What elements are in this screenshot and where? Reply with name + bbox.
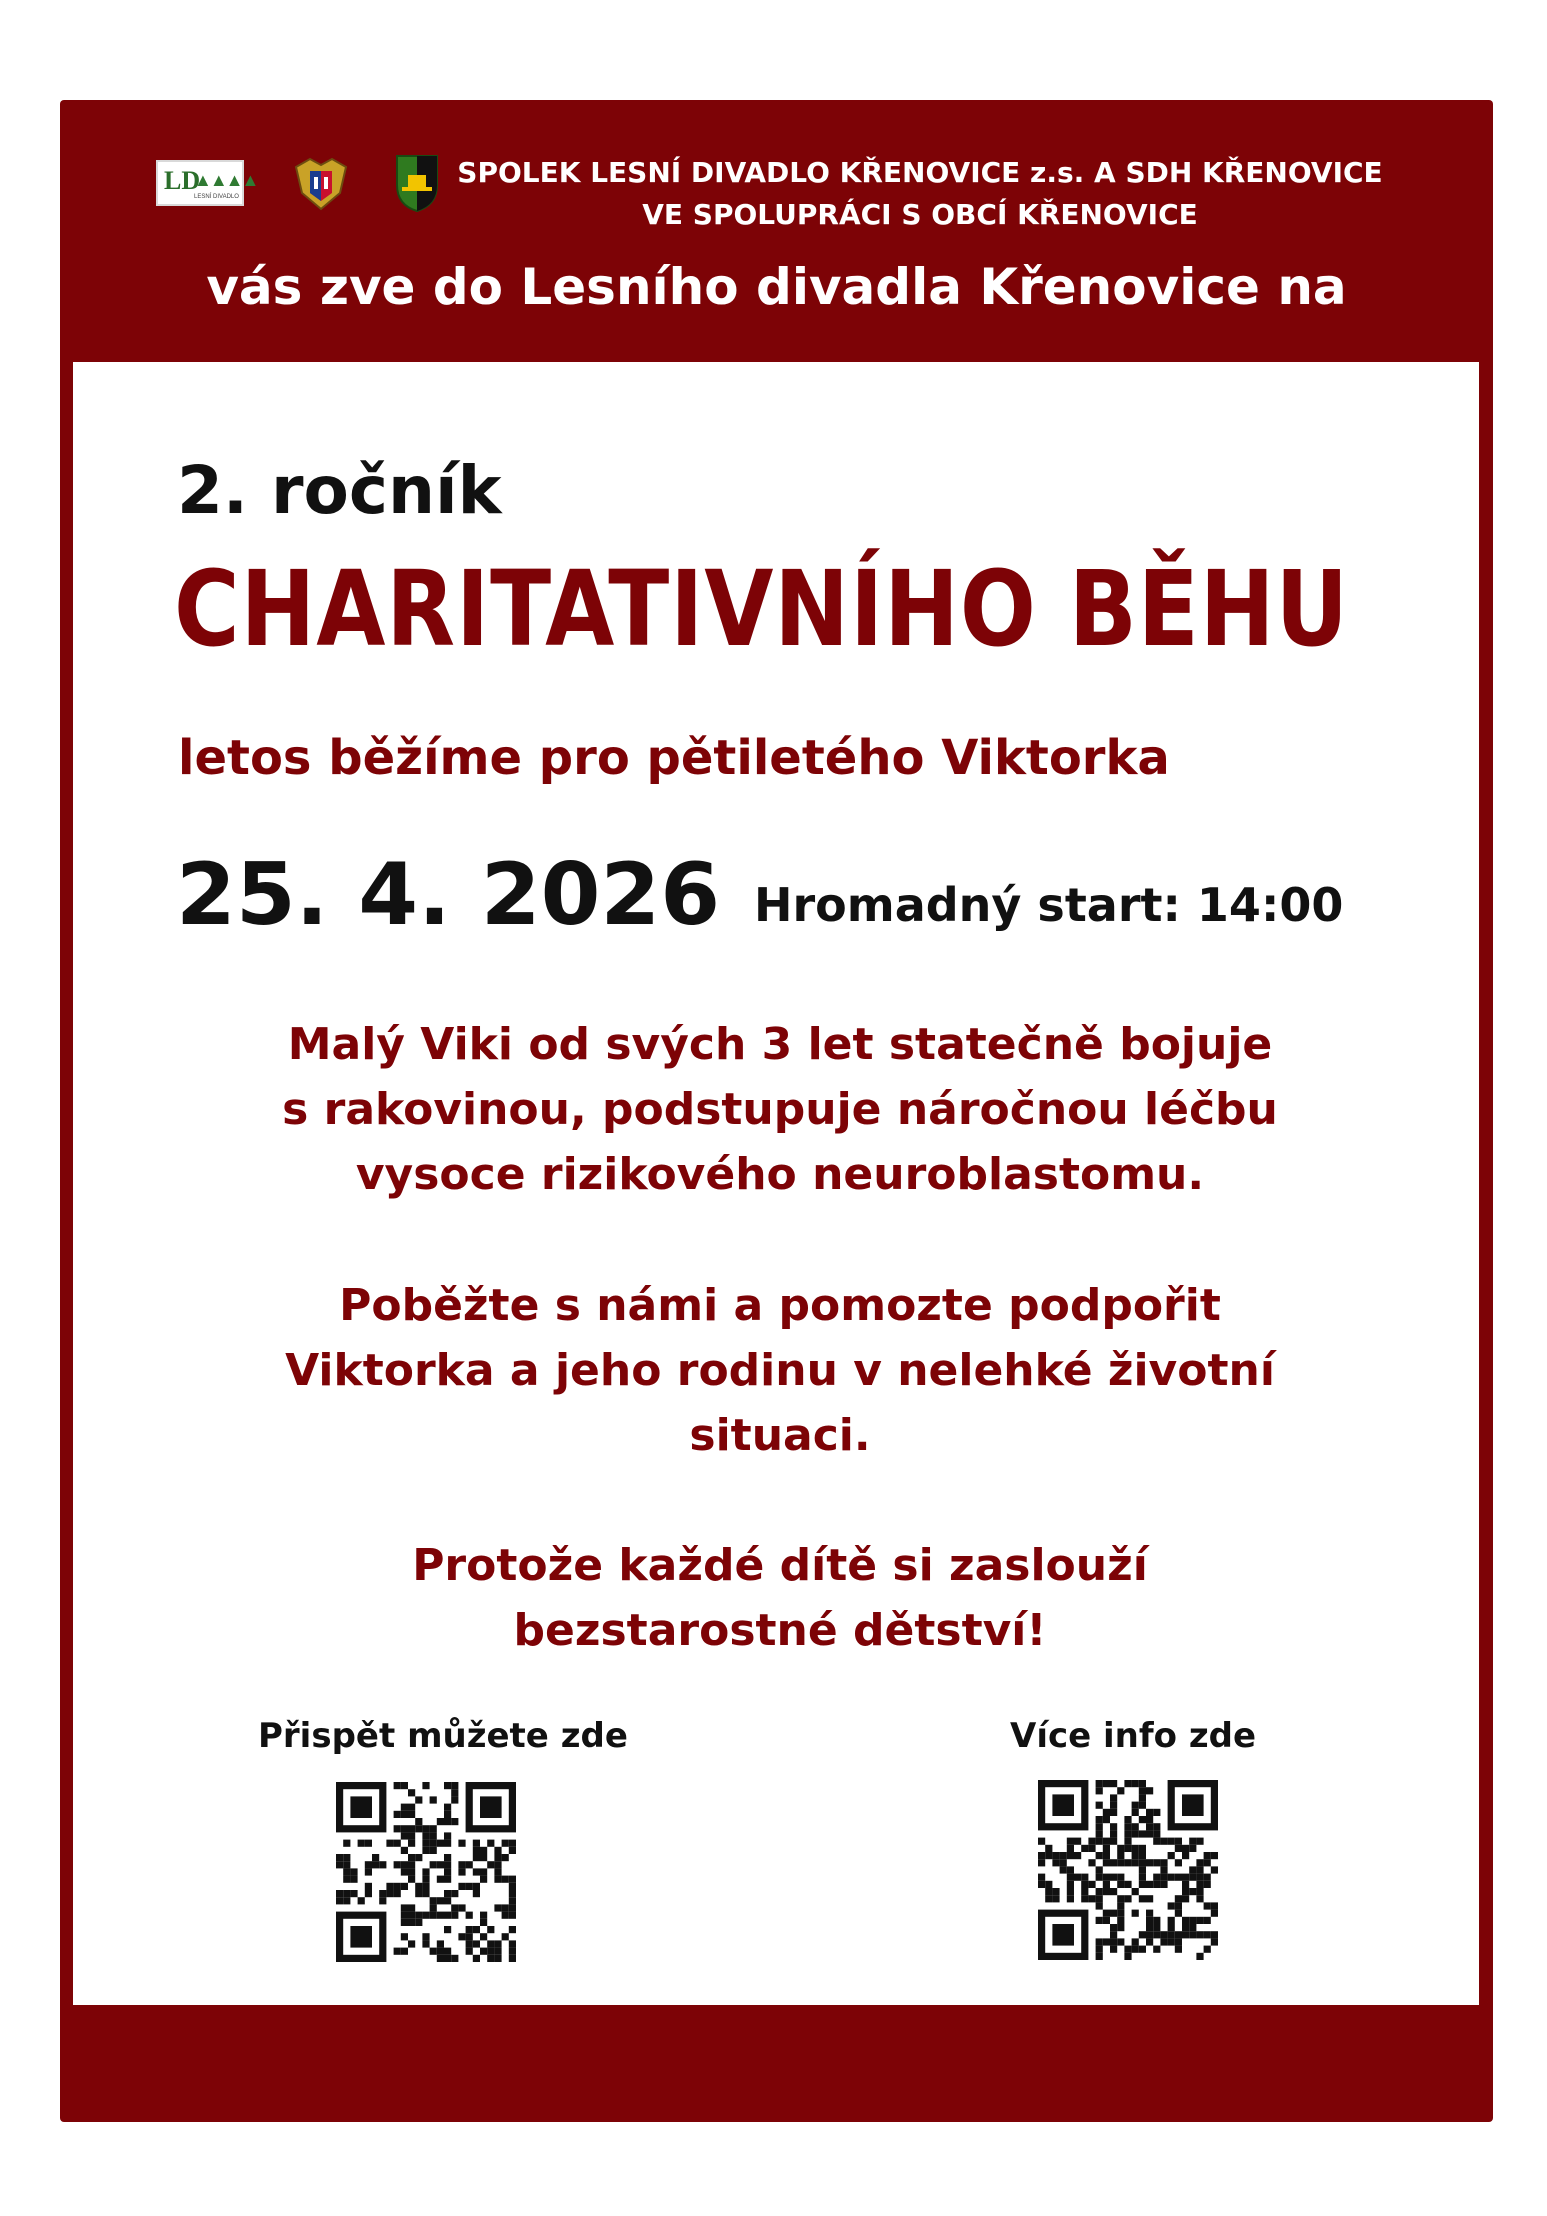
info-qr-label: Více info zde [1010,1716,1257,1756]
sdh-crest-logo [288,153,354,213]
organizer-line-1: SPOLEK LESNÍ DIVADLO KŘENOVICE z.s. A SDH KŘENOVICE [457,156,1383,189]
story-paragraph [140,1012,1420,1207]
appeal-line: situaci. [689,1410,871,1461]
lesni-divadlo-logo: LD ▲▲▲▲ LESNÍ DIVADLO [156,160,244,206]
appeal-line: Poběžte s námi a pomozte podpořit [339,1280,1221,1331]
organizer-header [420,152,1420,236]
edition-label: 2. ročník [177,452,502,529]
event-title: CHARITATIVNÍHO BĚHU [174,548,1349,670]
closing-paragraph [140,1533,1420,1663]
appeal-line: Viktorka a jeho rodinu v nelehké životní [285,1345,1275,1396]
organizer-line-2: VE SPOLUPRÁCI S OBCÍ KŘENOVICE [642,198,1198,231]
donate-qr-code[interactable] [336,1782,516,1962]
story-line: s rakovinou, podstupuje náročnou léčbu [282,1084,1278,1135]
event-subtitle: letos běžíme pro pětiletého Viktorka [178,730,1170,786]
story-line: Malý Viki od svých 3 let statečně bojuje [287,1019,1273,1070]
start-time: Hromadný start: 14:00 [754,878,1344,932]
info-qr-code[interactable] [1038,1780,1218,1960]
closing-line: bezstarostné dětství! [513,1605,1047,1656]
invite-line: vás zve do Lesního divadla Křenovice na [206,258,1347,316]
event-date: 25. 4. 2026 [176,845,721,945]
logo-row [156,150,440,216]
donate-qr-label: Přispět můžete zde [258,1716,628,1756]
closing-line: Protože každé dítě si zaslouží [412,1540,1148,1591]
appeal-paragraph [140,1273,1420,1468]
story-line: vysoce rizikového neuroblastomu. [355,1149,1205,1200]
